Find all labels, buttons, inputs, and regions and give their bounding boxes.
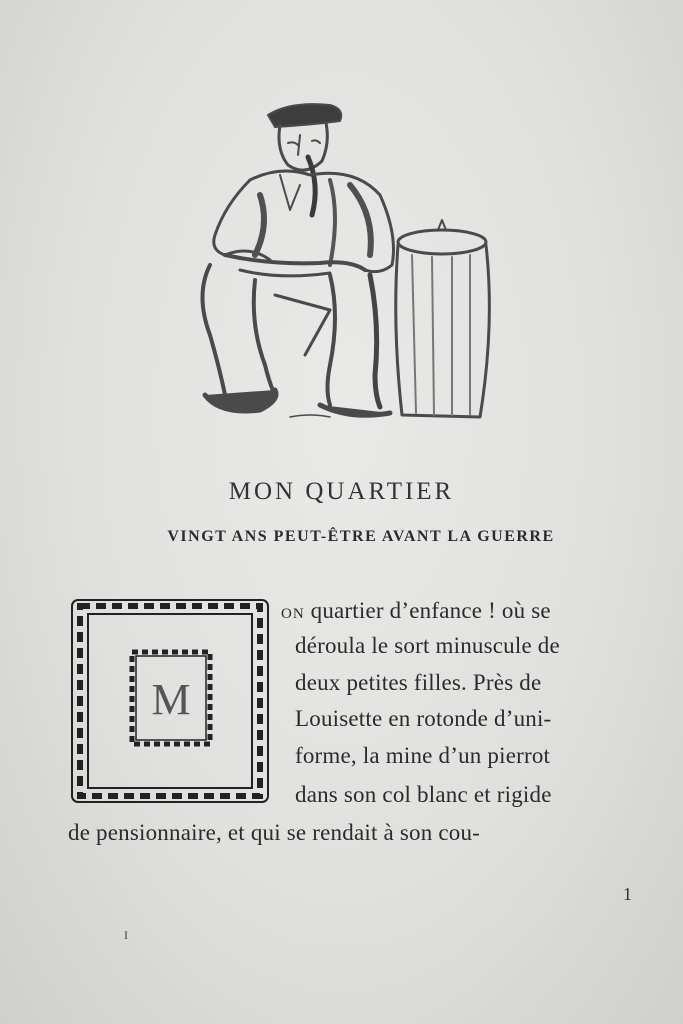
body-line-7: de pensionnaire, et qui se rendait à son cou- xyxy=(68,820,481,845)
signature-mark: I xyxy=(124,928,128,942)
page-number: 1 xyxy=(623,884,632,904)
drop-cap-continuation: ON xyxy=(281,606,305,622)
ornamental-drop-cap xyxy=(66,592,274,810)
chapter-title: MON QUARTIER xyxy=(228,478,455,505)
body-line-3: deux petites filles. Près de xyxy=(295,670,542,695)
drop-cap-letter: M xyxy=(151,675,191,724)
body-line-4: Louisette en rotonde d’uni- xyxy=(295,706,552,731)
seated-man-illustration xyxy=(180,95,510,430)
body-line-5: forme, la mine d’un pierrot xyxy=(295,743,551,768)
chapter-subtitle: VINGT ANS PEUT-ÊTRE AVANT LA GUERRE xyxy=(167,528,555,545)
body-line-6: dans son col blanc et rigide xyxy=(295,782,552,807)
body-line-1 xyxy=(281,598,551,624)
body-line-2: déroula le sort minuscule de xyxy=(295,633,560,658)
body-line-1-text: quartier d’enfance ! où se xyxy=(304,598,551,623)
